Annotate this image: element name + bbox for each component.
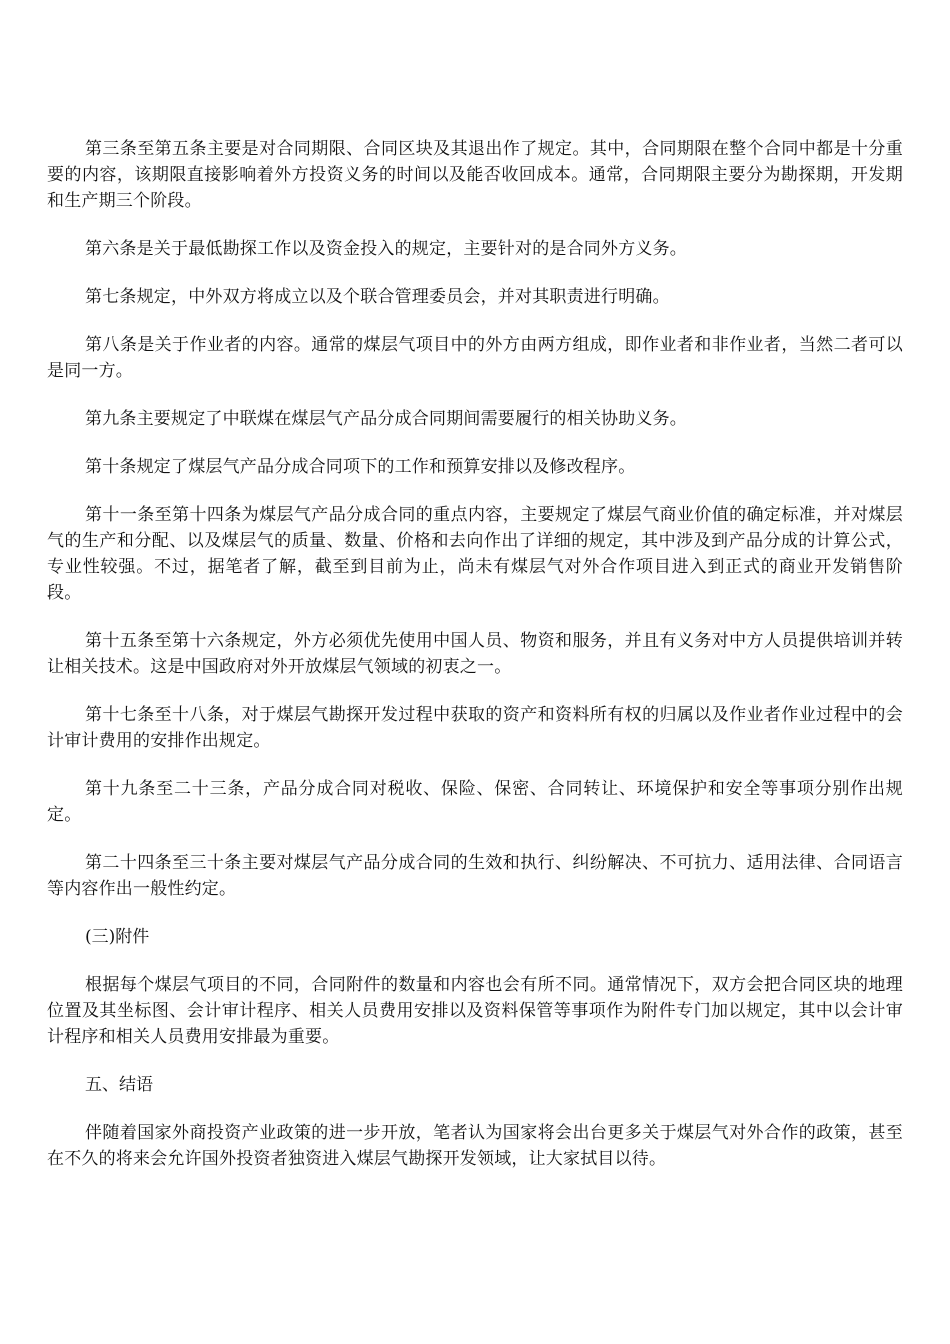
paragraph-article-6: 第六条是关于最低勘探工作以及资金投入的规定，主要针对的是合同外方义务。: [85, 239, 687, 259]
section-heading-attachment: (三)附件: [85, 927, 150, 947]
paragraph-article-9: 第九条主要规定了中联煤在煤层气产品分成合同期间需要履行的相关协助义务。: [85, 409, 687, 429]
paragraph-article-17-18: 第十七条至十八条，对于煤层气勘探开发过程中获取的资产和资料所有权的归属以及作业者作业过程中的会计审计费用的安排作出规定。: [47, 705, 903, 751]
section-heading-conclusion: 五、结语: [85, 1075, 153, 1095]
paragraph-article-3-5: 第三条至第五条主要是对合同期限、合同区块及其退出作了规定。其中，合同期限在整个合同中都是十分重要的内容，该期限直接影响着外方投资义务的时间以及能否收回成本。通常，合同期限主要分为勘探期，开发期和生产期三个阶段。: [47, 139, 903, 211]
paragraph-article-7: 第七条规定，中外双方将成立以及个联合管理委员会，并对其职责进行明确。: [85, 287, 670, 307]
paragraph-article-15-16: 第十五条至第十六条规定，外方必须优先使用中国人员、物资和服务，并且有义务对中方人员提供培训并转让相关技术。这是中国政府对外开放煤层气领域的初衷之一。: [47, 631, 903, 677]
document-page: [47, 136, 903, 1194]
paragraph-article-24-30: 第二十四条至三十条主要对煤层气产品分成合同的生效和执行、纠纷解决、不可抗力、适用法律、合同语言等内容作出一般性约定。: [47, 853, 903, 899]
paragraph-article-19-23: 第十九条至二十三条，产品分成合同对税收、保险、保密、合同转让、环境保护和安全等事项分别作出规定。: [47, 779, 903, 825]
paragraph-article-11-14: 第十一条至第十四条为煤层气产品分成合同的重点内容，主要规定了煤层气商业价值的确定标准，并对煤层气的生产和分配、以及煤层气的质量、数量、价格和去向作出了详细的规定，其中涉及到产品分成的计算公式，专业性较强。不过，据笔者了解，截至到目前为止，尚未有煤层气对外合作项目进入到正式的商业开发销售阶段。: [47, 505, 903, 603]
paragraph-attachment: 根据每个煤层气项目的不同，合同附件的数量和内容也会有所不同。通常情况下，双方会把合同区块的地理位置及其坐标图、会计审计程序、相关人员费用安排以及资料保管等事项作为附件专门加以规定，其中以会计审计程序和相关人员费用安排最为重要。: [47, 975, 903, 1047]
paragraph-article-10: 第十条规定了煤层气产品分成合同项下的工作和预算安排以及修改程序。: [85, 457, 636, 477]
paragraph-conclusion: 伴随着国家外商投资产业政策的进一步开放，笔者认为国家将会出台更多关于煤层气对外合作的政策，甚至在不久的将来会允许国外投资者独资进入煤层气勘探开发领域，让大家拭目以待。: [47, 1123, 903, 1169]
paragraph-article-8: 第八条是关于作业者的内容。通常的煤层气项目中的外方由两方组成，即作业者和非作业者，当然二者可以是同一方。: [47, 335, 903, 381]
